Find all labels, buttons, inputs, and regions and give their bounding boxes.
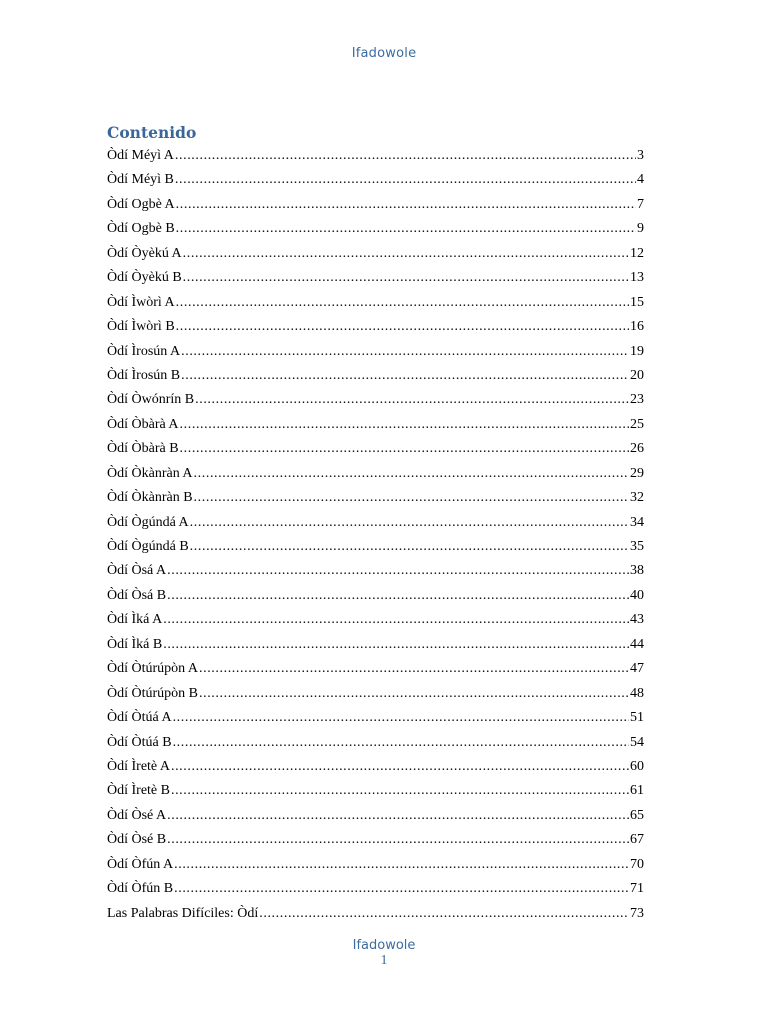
toc-entry[interactable] bbox=[107, 902, 644, 926]
toc-entry[interactable] bbox=[107, 779, 644, 803]
toc-dot-leader bbox=[176, 315, 629, 339]
toc-entry[interactable] bbox=[107, 828, 644, 852]
toc-entry[interactable] bbox=[107, 535, 644, 559]
toc-entry[interactable] bbox=[107, 511, 644, 535]
toc-entry-page: 7 bbox=[637, 196, 644, 212]
toc-entry[interactable] bbox=[107, 731, 644, 755]
toc-entry-page: 34 bbox=[630, 514, 644, 530]
toc-entry[interactable] bbox=[107, 217, 644, 241]
toc-entry-page: 19 bbox=[630, 343, 644, 359]
toc-entry-label: Òdí Òyèkú B bbox=[107, 270, 182, 286]
toc-entry[interactable] bbox=[107, 657, 644, 681]
toc-entry-label: Òdí Ìká A bbox=[107, 612, 163, 628]
toc-dot-leader bbox=[183, 266, 629, 290]
toc-dot-leader bbox=[163, 608, 629, 632]
toc-entry[interactable] bbox=[107, 291, 644, 315]
toc-dot-leader bbox=[167, 828, 629, 852]
toc-entry[interactable] bbox=[107, 315, 644, 339]
toc-entry-label: Òdí Òsé A bbox=[107, 807, 167, 823]
toc-dot-leader bbox=[174, 853, 629, 877]
toc-dot-leader bbox=[175, 168, 636, 192]
toc-entry-label: Òdí Òkànràn B bbox=[107, 490, 193, 506]
toc-entry[interactable] bbox=[107, 755, 644, 779]
toc-entry-page: 40 bbox=[630, 587, 644, 603]
toc-entry[interactable] bbox=[107, 682, 644, 706]
toc-entry-label: Òdí Ìwòrì B bbox=[107, 319, 175, 335]
toc-dot-leader bbox=[167, 804, 629, 828]
toc-entry-page: 12 bbox=[630, 245, 644, 261]
toc-entry[interactable] bbox=[107, 413, 644, 437]
toc-entry-page: 23 bbox=[630, 392, 644, 408]
toc-dot-leader bbox=[199, 682, 629, 706]
toc-entry-page: 38 bbox=[630, 563, 644, 579]
toc-dot-leader bbox=[180, 413, 629, 437]
toc-entry-label: Òdí Méyì B bbox=[107, 172, 174, 188]
toc-entry-page: 71 bbox=[630, 881, 644, 897]
toc-dot-leader bbox=[190, 511, 629, 535]
toc-list bbox=[107, 144, 644, 926]
toc-entry-page: 20 bbox=[630, 367, 644, 383]
toc-entry[interactable] bbox=[107, 804, 644, 828]
toc-entry-label: Òdí Ìká B bbox=[107, 636, 163, 652]
toc-entry-page: 67 bbox=[630, 832, 644, 848]
toc-entry[interactable] bbox=[107, 559, 644, 583]
toc-entry[interactable] bbox=[107, 853, 644, 877]
toc-entry[interactable] bbox=[107, 168, 644, 192]
toc-dot-leader bbox=[174, 877, 629, 901]
toc-dot-leader bbox=[181, 340, 629, 364]
toc-entry-page: 25 bbox=[630, 416, 644, 432]
toc-title: Contenido bbox=[107, 123, 197, 142]
toc-dot-leader bbox=[180, 437, 629, 461]
toc-entry-page: 44 bbox=[630, 636, 644, 652]
toc-entry-label: Òdí Òkànràn A bbox=[107, 465, 193, 481]
toc-dot-leader bbox=[173, 731, 629, 755]
page-header bbox=[0, 46, 768, 61]
page-footer bbox=[0, 938, 768, 968]
toc-entry[interactable] bbox=[107, 437, 644, 461]
toc-entry-label: Òdí Òwónrín B bbox=[107, 392, 195, 408]
toc-entry-label: Las Palabras Difíciles: Òdí bbox=[107, 905, 259, 921]
toc-entry-label: Òdí Òtúá A bbox=[107, 710, 172, 726]
toc-entry[interactable] bbox=[107, 877, 644, 901]
toc-entry-label: Òdí Òyèkú A bbox=[107, 245, 182, 261]
toc-dot-leader bbox=[183, 242, 629, 266]
toc-entry[interactable] bbox=[107, 242, 644, 266]
toc-dot-leader bbox=[176, 217, 636, 241]
toc-entry[interactable] bbox=[107, 486, 644, 510]
toc-entry-page: 15 bbox=[630, 294, 644, 310]
toc-entry-page: 26 bbox=[630, 441, 644, 457]
toc-entry[interactable] bbox=[107, 340, 644, 364]
toc-entry-page: 61 bbox=[630, 783, 644, 799]
toc-entry-page: 70 bbox=[630, 856, 644, 872]
toc-entry[interactable] bbox=[107, 193, 644, 217]
toc-entry-page: 65 bbox=[630, 807, 644, 823]
toc-dot-leader bbox=[167, 584, 629, 608]
toc-entry-page: 43 bbox=[630, 612, 644, 628]
toc-dot-leader bbox=[259, 902, 629, 926]
toc-entry-label: Òdí Òsá A bbox=[107, 563, 167, 579]
toc-entry-label: Òdí Òtúrúpòn A bbox=[107, 661, 198, 677]
toc-entry-page: 16 bbox=[630, 319, 644, 335]
toc-entry-page: 3 bbox=[637, 148, 644, 163]
toc-entry-label: Òdí Ìretè A bbox=[107, 758, 170, 774]
toc-entry-page: 32 bbox=[630, 490, 644, 506]
page-number: 1 bbox=[380, 953, 388, 968]
toc-entry-label: Òdí Ogbè A bbox=[107, 196, 175, 212]
toc-entry-label: Òdí Ìretè B bbox=[107, 783, 170, 799]
table-of-contents bbox=[107, 122, 644, 926]
toc-entry[interactable] bbox=[107, 388, 644, 412]
footer-text: Ifadowole bbox=[352, 938, 416, 953]
toc-entry-page: 13 bbox=[630, 270, 644, 286]
toc-dot-leader bbox=[163, 633, 629, 657]
toc-entry-label: Òdí Òbàrà B bbox=[107, 441, 179, 457]
toc-entry[interactable] bbox=[107, 706, 644, 730]
toc-entry-label: Òdí Ògúndá A bbox=[107, 514, 189, 530]
toc-dot-leader bbox=[176, 193, 636, 217]
toc-entry-page: 4 bbox=[637, 172, 644, 188]
toc-dot-leader bbox=[181, 364, 629, 388]
toc-entry-label: Òdí Òtúá B bbox=[107, 734, 172, 750]
toc-entry-page: 48 bbox=[630, 685, 644, 701]
toc-dot-leader bbox=[195, 388, 629, 412]
toc-entry-page: 73 bbox=[630, 905, 644, 921]
toc-dot-leader bbox=[171, 779, 629, 803]
toc-entry[interactable] bbox=[107, 364, 644, 388]
toc-dot-leader bbox=[171, 755, 629, 779]
toc-entry-label: Òdí Ìrosún B bbox=[107, 367, 181, 383]
toc-entry-label: Òdí Ogbè B bbox=[107, 221, 175, 237]
toc-dot-leader bbox=[176, 291, 629, 315]
toc-dot-leader bbox=[167, 559, 629, 583]
toc-entry-label: Òdí Òsé B bbox=[107, 832, 167, 848]
toc-entry[interactable] bbox=[107, 633, 644, 657]
toc-dot-leader bbox=[175, 144, 636, 168]
toc-entry-page: 47 bbox=[630, 661, 644, 677]
toc-entry-page: 54 bbox=[630, 734, 644, 750]
toc-entry[interactable] bbox=[107, 462, 644, 486]
toc-entry[interactable] bbox=[107, 266, 644, 290]
toc-entry-label: Òdí Ògúndá B bbox=[107, 539, 189, 554]
toc-dot-leader bbox=[190, 535, 629, 559]
toc-entry-label: Òdí Òsá B bbox=[107, 587, 167, 603]
toc-entry-label: Òdí Òfún A bbox=[107, 856, 174, 872]
header-text: Ifadowole bbox=[351, 46, 417, 61]
toc-entry-label: Òdí Òfún B bbox=[107, 881, 174, 897]
toc-entry[interactable] bbox=[107, 584, 644, 608]
toc-entry-page: 9 bbox=[637, 221, 644, 237]
toc-entry-page: 35 bbox=[630, 539, 644, 554]
toc-dot-leader bbox=[194, 486, 629, 510]
toc-entry-label: Òdí Òtúrúpòn B bbox=[107, 685, 198, 701]
toc-dot-leader bbox=[194, 462, 629, 486]
toc-entry-page: 60 bbox=[630, 758, 644, 774]
toc-entry[interactable] bbox=[107, 144, 644, 168]
toc-entry-label: Òdí Méyì A bbox=[107, 148, 174, 163]
toc-dot-leader bbox=[199, 657, 629, 681]
toc-entry-label: Òdí Òbàrà A bbox=[107, 416, 179, 432]
toc-entry-label: Òdí Ìwòrì A bbox=[107, 294, 175, 310]
toc-entry-page: 51 bbox=[630, 710, 644, 726]
toc-entry[interactable] bbox=[107, 608, 644, 632]
toc-entry-label: Òdí Ìrosún A bbox=[107, 343, 181, 359]
toc-dot-leader bbox=[173, 706, 629, 730]
toc-entry-page: 29 bbox=[630, 465, 644, 481]
